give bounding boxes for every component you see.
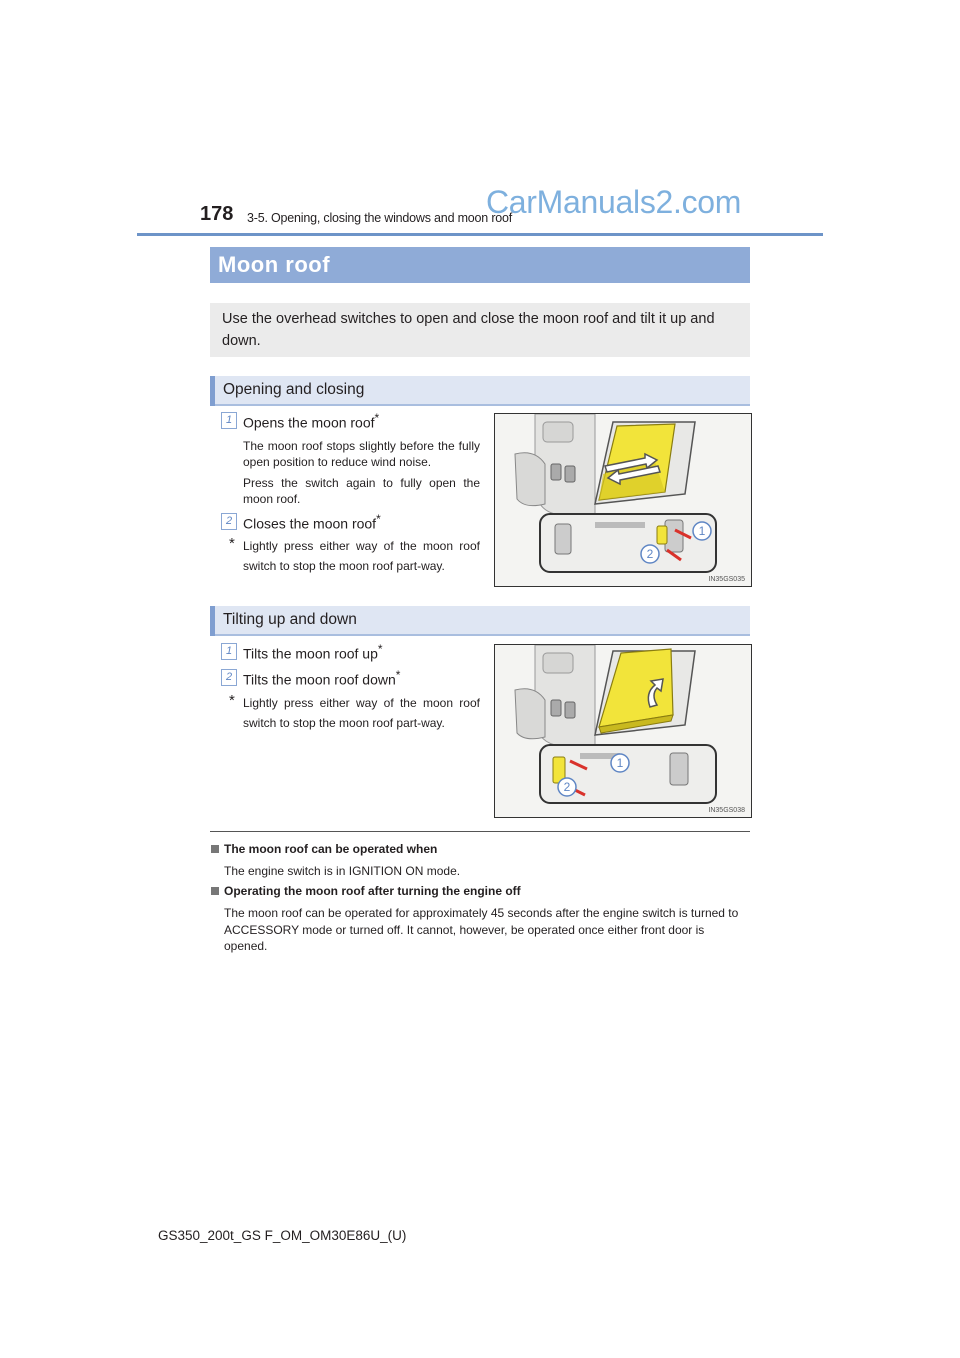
step-number-badge: 1 [221,412,237,429]
callout-1: 1 [616,756,624,770]
step-text: Opens the moon roof [243,414,375,431]
callout-2: 2 [563,780,571,794]
step-tilt-down [243,668,400,688]
square-bullet-icon [211,845,219,853]
notes-divider [210,831,750,832]
footnote-text: Lightly press either way of the moon roof switch to stop the moon roof part-way. [243,539,480,573]
chapter-title: 3-5. Opening, closing the windows and moon roof [247,211,513,225]
section-heading-opening [210,376,750,406]
note-title-text: The moon roof can be operated when [224,842,438,856]
footnote-marker: * [395,668,401,682]
square-bullet-icon [211,887,219,895]
overhead-console-illustration [495,414,751,586]
footnote-marker: * [376,512,381,526]
footer-code: GS350_200t_GS F_OM_OM30E86U_(U) [158,1228,407,1243]
page-number: 178 [200,203,234,225]
overhead-console-illustration [495,645,751,817]
step-note: The moon roof stops slightly before the fully open position to reduce wind noise. [243,439,480,469]
step-text: Tilts the moon roof down [243,671,396,688]
step-number-badge: 2 [221,513,237,530]
callout-1: 1 [698,524,706,538]
footnote [229,694,480,733]
step-number-badge: 2 [221,669,237,686]
illustration-open-close [494,413,752,587]
callout-2: 2 [646,547,654,561]
footnote-text: Lightly press either way of the moon roof switch to stop the moon roof part-way. [243,696,480,730]
note-title-text: Operating the moon roof after turning the engine off [224,884,521,898]
note-body: The moon roof can be operated for approximately 45 seconds after the engine switch is turned to ACCESSORY mode or turned off. It cannot, however, be operated once either front door is opened. [224,906,739,953]
footnote-star: * [229,692,235,709]
step-open [243,411,379,431]
figure-code: IN35GS035 [708,576,745,583]
footnote-star: * [229,535,235,552]
watermark: CarManuals2.com [486,184,742,220]
illustration-tilt [494,644,752,818]
note-body: The engine switch is in IGNITION ON mode. [224,864,461,878]
step-tilt-up [243,642,383,662]
intro-box [210,303,750,357]
step-text: Closes the moon roof [243,515,377,532]
note-title [211,842,437,856]
page-title-bar [210,247,750,283]
footnote-marker: * [377,642,383,656]
step-number-badge: 1 [221,643,237,660]
intro-text: Use the overhead switches to open and close the moon roof and tilt it up and down. [222,311,715,349]
header-rule [137,233,823,236]
step-text: Tilts the moon roof up [243,645,378,662]
footnote [229,537,480,576]
section-heading-text: Opening and closing [223,381,365,398]
section-heading-tilting [210,606,750,636]
figure-code: IN35GS038 [708,807,745,814]
note-title [211,884,521,898]
step-note: Press the switch again to fully open the moon roof. [243,476,480,506]
step-close [243,512,381,532]
section-heading-text: Tilting up and down [223,611,357,628]
page-title: Moon roof [218,252,331,277]
footnote-marker: * [374,411,380,425]
